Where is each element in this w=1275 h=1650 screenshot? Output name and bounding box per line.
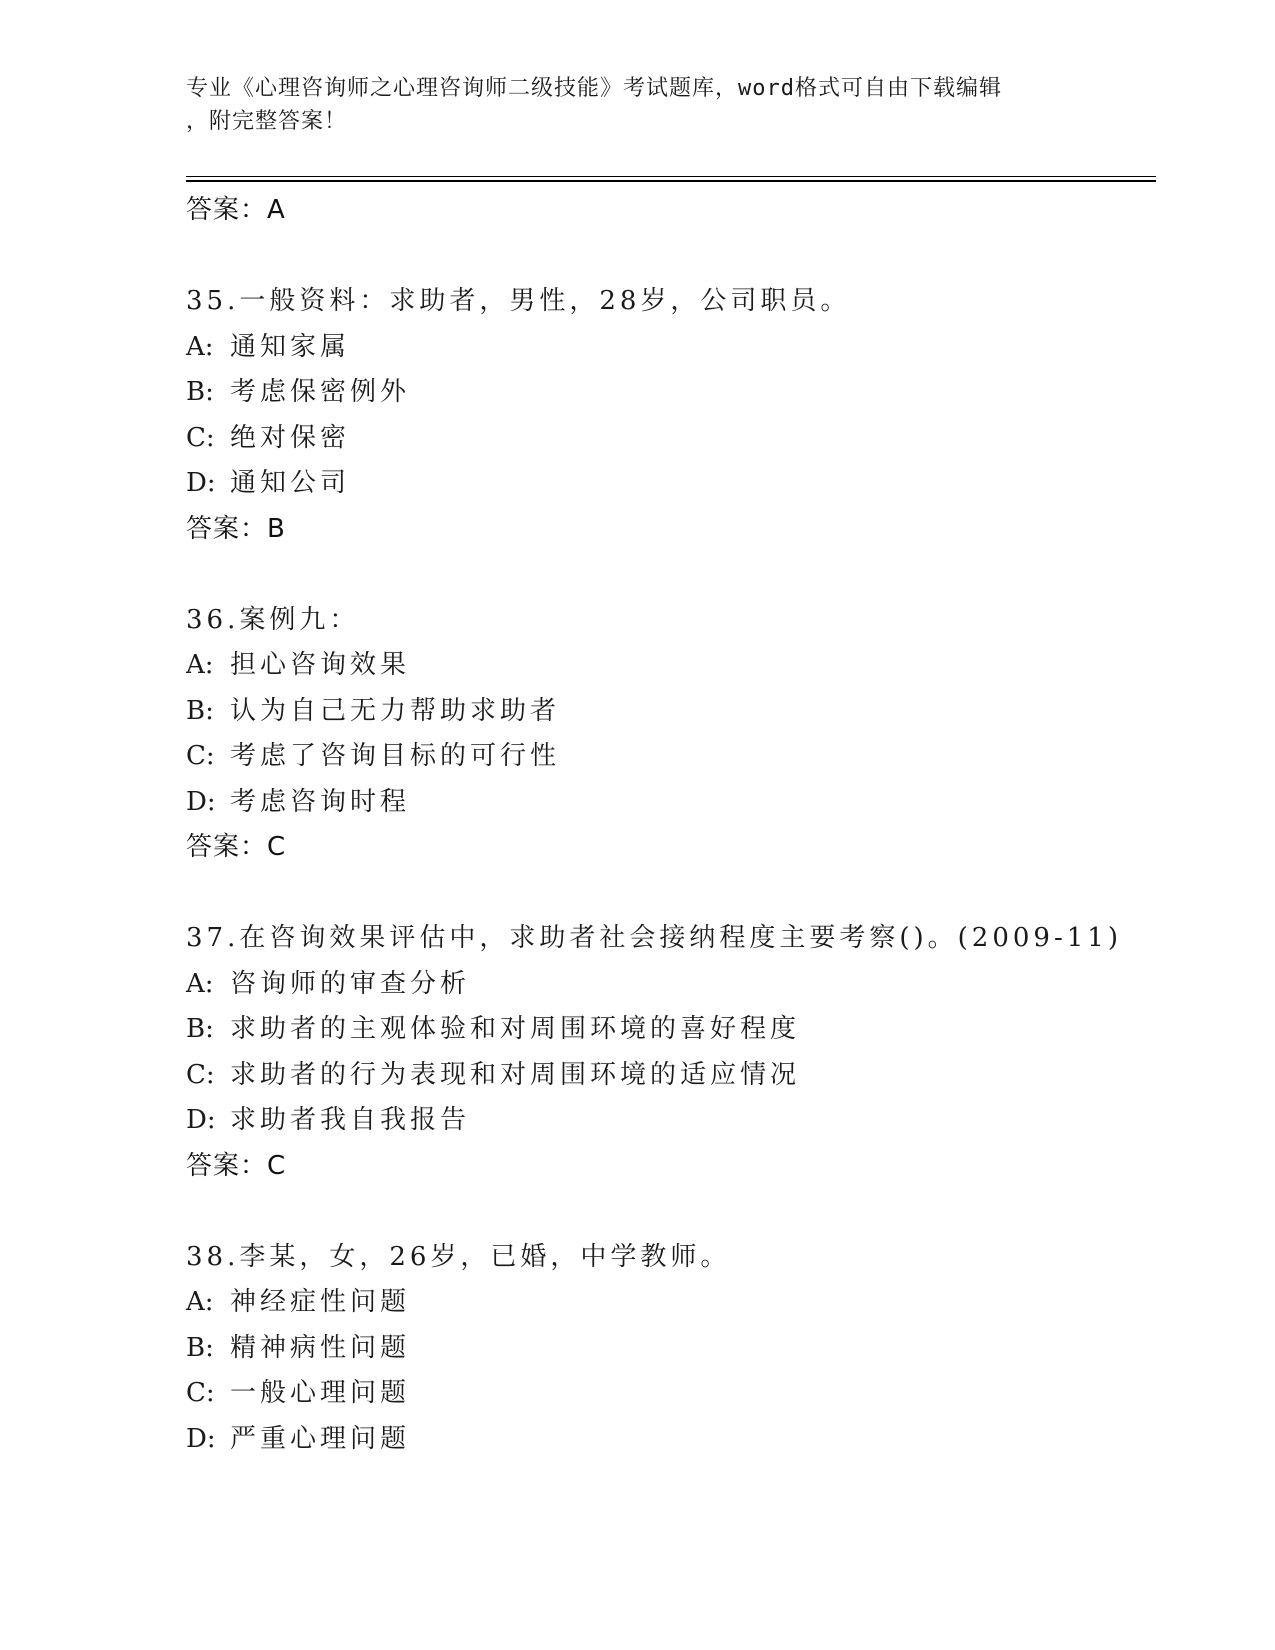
option-key: C: bbox=[186, 1378, 215, 1408]
header-divider-thin bbox=[186, 176, 1156, 177]
option-c bbox=[186, 1371, 1186, 1417]
option-key: B: bbox=[186, 1332, 214, 1363]
option-d bbox=[186, 461, 1186, 507]
option-key: C: bbox=[186, 422, 215, 453]
option-a bbox=[186, 325, 1186, 371]
option-text: 考虑了咨询目标的可行性 bbox=[230, 741, 561, 771]
option-text: 通知家属 bbox=[230, 331, 351, 362]
option-text: 严重心理问题 bbox=[230, 1423, 411, 1454]
option-b bbox=[186, 689, 1186, 735]
option-key: D: bbox=[186, 1423, 216, 1454]
question-35 bbox=[186, 279, 1186, 552]
option-key: D: bbox=[186, 1105, 216, 1135]
option-text: 神经症性问题 bbox=[230, 1287, 411, 1317]
option-text: 通知公司 bbox=[230, 468, 351, 498]
option-text: 求助者的主观体验和对周围环境的喜好程度 bbox=[230, 1014, 801, 1044]
option-key: A: bbox=[186, 1287, 214, 1317]
option-text: 求助者的行为表现和对周围环境的适应情况 bbox=[230, 1059, 801, 1090]
option-b bbox=[186, 1326, 1186, 1372]
option-key: C: bbox=[186, 741, 215, 771]
option-text: 绝对保密 bbox=[230, 422, 351, 453]
option-a bbox=[186, 962, 1186, 1008]
option-text: 考虑咨询时程 bbox=[230, 786, 411, 817]
option-d bbox=[186, 780, 1186, 826]
option-key: A: bbox=[186, 650, 214, 680]
option-text: 一般心理问题 bbox=[230, 1378, 411, 1408]
document-header bbox=[186, 72, 1086, 138]
question-stem: 36.案例九： bbox=[186, 604, 360, 635]
option-text: 考虑保密例外 bbox=[230, 377, 411, 407]
question-stem: 35.一般资料：求助者，男性，28岁，公司职员。 bbox=[186, 286, 851, 316]
option-a bbox=[186, 1280, 1186, 1326]
question-list bbox=[186, 188, 1186, 1462]
option-text: 认为自己无力帮助求助者 bbox=[230, 695, 561, 726]
answer-line: 答案：B bbox=[186, 513, 286, 544]
option-b bbox=[186, 370, 1186, 416]
option-text: 精神病性问题 bbox=[230, 1332, 411, 1363]
option-c bbox=[186, 416, 1186, 462]
question-38 bbox=[186, 1235, 1186, 1463]
question-stem: 37.在咨询效果评估中，求助者社会接纳程度主要考察()。(2009-11) bbox=[186, 923, 1122, 953]
option-a bbox=[186, 643, 1186, 689]
question-stem: 38.李某，女，26岁，已婚，中学教师。 bbox=[186, 1241, 731, 1272]
option-key: B: bbox=[186, 695, 214, 726]
option-text: 求助者我自我报告 bbox=[230, 1105, 471, 1135]
question-36 bbox=[186, 598, 1186, 871]
header-divider-thick bbox=[186, 180, 1156, 182]
option-c bbox=[186, 734, 1186, 780]
header-line-2: ，附完整答案！ bbox=[186, 109, 348, 134]
option-text: 咨询师的审查分析 bbox=[230, 968, 471, 999]
option-c bbox=[186, 1053, 1186, 1099]
option-key: A: bbox=[186, 331, 214, 362]
option-text: 担心咨询效果 bbox=[230, 650, 411, 680]
header-line-1: 专业《心理咨询师之心理咨询师二级技能》考试题库，word格式可自由下载编辑 bbox=[186, 76, 1002, 101]
answer-line: 答案：C bbox=[186, 832, 287, 862]
option-key: D: bbox=[186, 786, 216, 817]
question-37 bbox=[186, 916, 1186, 1189]
option-d bbox=[186, 1098, 1186, 1144]
option-key: B: bbox=[186, 1014, 214, 1044]
option-b bbox=[186, 1007, 1186, 1053]
option-key: D: bbox=[186, 468, 216, 498]
option-key: B: bbox=[186, 377, 214, 407]
option-key: A: bbox=[186, 968, 214, 999]
answer-line: 答案：C bbox=[186, 1150, 287, 1181]
option-d bbox=[186, 1417, 1186, 1463]
option-key: C: bbox=[186, 1059, 215, 1090]
answer-line-prev: 答案：A bbox=[186, 195, 286, 225]
